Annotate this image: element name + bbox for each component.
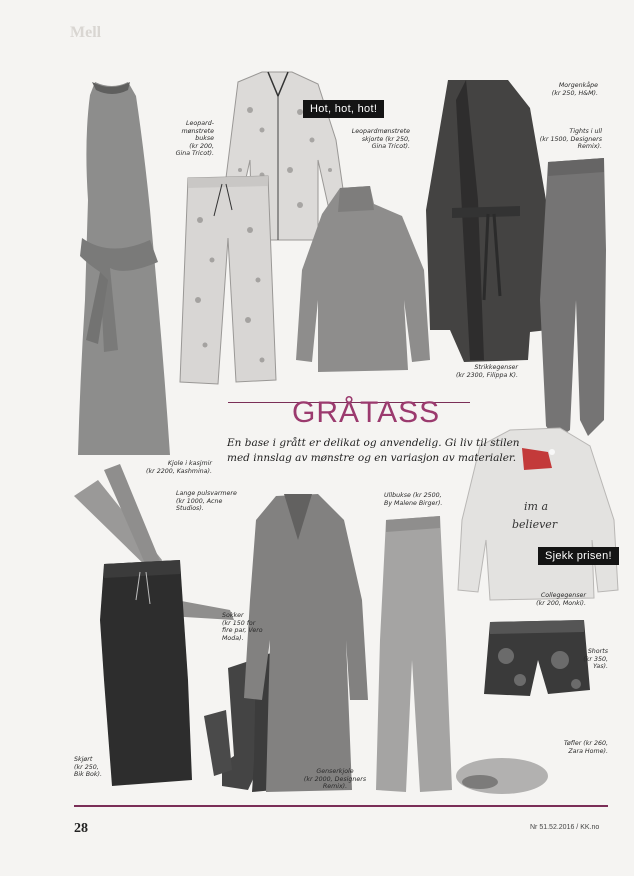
ghost-section-label: Mell [70, 24, 102, 41]
caption-knit-sweater: Strikkegenser (kr 2300, Filippa K). [455, 364, 518, 379]
caption-leopard-shirt: Leopardmønstrete skjorte (kr 250, Gina Tricot). [351, 128, 410, 151]
caption-shorts: Shorts (kr 350, Yas). [583, 648, 608, 671]
feature-title: GRÅTASS [292, 396, 441, 429]
feature-intro-line1: En base i grått er delikat og anvendelig. Gi liv til stilen [227, 437, 520, 449]
price-tag: Sjekk prisen! [538, 547, 619, 565]
sweatshirt-print-line1: im a [524, 500, 549, 513]
caption-slippers: Tøfler (kr 260, Zara Home). [563, 740, 608, 755]
caption-robe: Morgenkåpe (kr 250, H&M). [551, 82, 598, 97]
feature-intro-line2: med innslag av mønstre og en variasjon av materialer. [227, 452, 517, 464]
caption-sweatshirt: Collegegenser (kr 200, Monki). [536, 592, 586, 607]
caption-arm-warmers: Lange pulsvarmere (kr 1000, Acne Studios). [176, 490, 237, 513]
footer-rule [74, 805, 608, 807]
caption-sweater-dress: Genserkjole (kr 2000, Designers Remix). [303, 768, 367, 791]
page-number: 28 [74, 821, 88, 836]
hot-tag: Hot, hot, hot! [303, 100, 384, 118]
caption-wool-pants: Ullbukse (kr 2500, By Malene Birger). [384, 492, 443, 507]
issue-info: Nr 51.52.2016 / KK.no [530, 824, 600, 831]
caption-leopard-pants: Leopard- mønstrete bukse (kr 200, Gina Tricot). [175, 120, 214, 158]
caption-socks: Sokker (kr 150 for fire par, Vero Moda). [222, 612, 263, 642]
sweatshirt-print-line2: believer [512, 518, 558, 531]
caption-tights: Tights i ull (kr 1500, Designers Remix). [539, 128, 602, 151]
caption-cashmere-dress: Kjole i kasjmir (kr 2200, Kashmina). [146, 460, 212, 475]
caption-skirt: Skjørt (kr 250, Bik Bok). [74, 756, 102, 779]
